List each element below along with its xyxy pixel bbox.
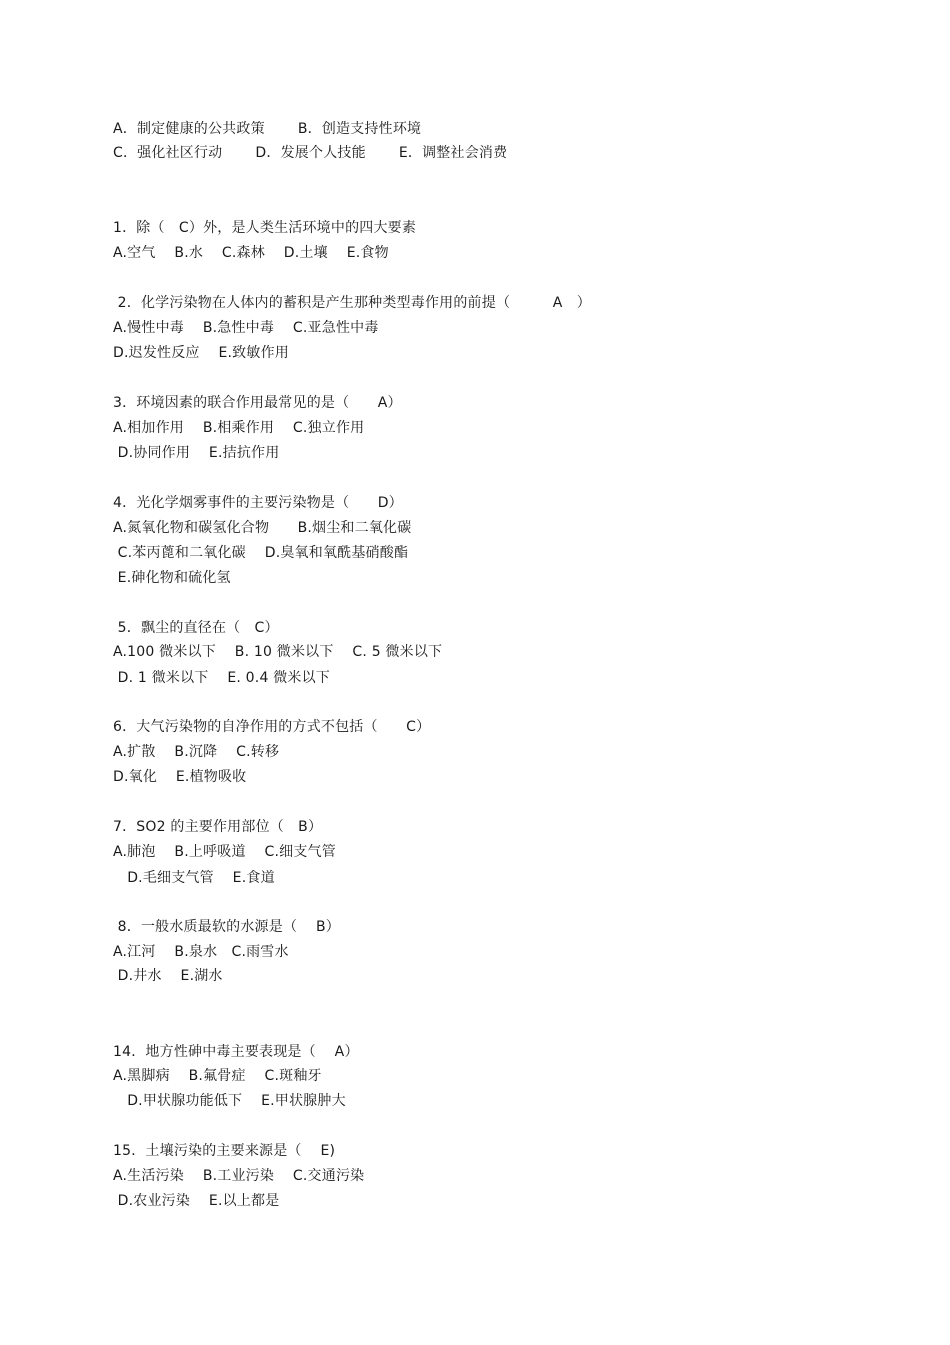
question-1: 1．除（ C）外，是人类生活环境中的四大要素: [113, 220, 417, 236]
question-4-options-c: E.砷化物和硫化氢: [113, 570, 231, 586]
question-2-options-b: D.迟发性反应 E.致敏作用: [113, 345, 289, 361]
question-6-options-b: D.氧化 E.植物吸收: [113, 769, 247, 785]
question-3-options-a: A.相加作用 B.相乘作用 C.独立作用: [113, 420, 365, 436]
question-6: 6．大气污染物的自净作用的方式不包括（ C）: [113, 719, 431, 735]
question-8-options-b: D.井水 E.湖水: [113, 968, 223, 984]
question-14-options-b: D.甲状腺功能低下 E.甲状腺肿大: [113, 1093, 346, 1109]
question-2-options-a: A.慢性中毒 B.急性中毒 C.亚急性中毒: [113, 320, 379, 336]
question-4-options-a: A.氮氧化物和碳氢化合物 B.烟尘和二氧化碳: [113, 520, 412, 536]
question-8-options-a: A.江河 B.泉水 C.雨雪水: [113, 944, 289, 960]
question-7: 7．SO2 的主要作用部位（ B）: [113, 819, 323, 835]
question-2: 2．化学污染物在人体内的蓄积是产生那种类型毒作用的前提（ A ）: [113, 295, 591, 311]
options-line-1: A．制定健康的公共政策 B．创造支持性环境: [113, 121, 422, 137]
question-15: 15．土壤污染的主要来源是（ E): [113, 1143, 336, 1159]
question-4: 4．光化学烟雾事件的主要污染物是（ D）: [113, 495, 403, 511]
question-7-options-a: A.肺泡 B.上呼吸道 C.细支气管: [113, 844, 336, 860]
question-3: 3．环境因素的联合作用最常见的是（ A）: [113, 395, 402, 411]
question-7-options-b: D.毛细支气管 E.食道: [113, 870, 275, 886]
question-15-options-a: A.生活污染 B.工业污染 C.交通污染: [113, 1168, 365, 1184]
question-14-options-a: A.黑脚病 B.氟骨症 C.斑釉牙: [113, 1068, 322, 1084]
question-6-options-a: A.扩散 B.沉降 C.转移: [113, 744, 280, 760]
question-1-options: A.空气 B.水 C.森林 D.土壤 E.食物: [113, 245, 389, 261]
options-line-2: C．强化社区行动 D．发展个人技能 E．调整社会消费: [113, 145, 508, 161]
question-15-options-b: D.农业污染 E.以上都是: [113, 1193, 280, 1209]
question-5-options-b: D. 1 微米以下 E. 0.4 微米以下: [113, 670, 330, 686]
question-5: 5．飘尘的直径在（ C）: [113, 620, 279, 636]
question-14: 14．地方性砷中毒主要表现是（ A）: [113, 1044, 359, 1060]
question-3-options-b: D.协同作用 E.拮抗作用: [113, 445, 280, 461]
question-8: 8．一般水质最软的水源是（ B）: [113, 919, 341, 935]
question-5-options-a: A.100 微米以下 B. 10 微米以下 C. 5 微米以下: [113, 644, 443, 660]
question-4-options-b: C.苯丙蓖和二氧化碳 D.臭氧和氧酰基硝酸酯: [113, 545, 409, 561]
